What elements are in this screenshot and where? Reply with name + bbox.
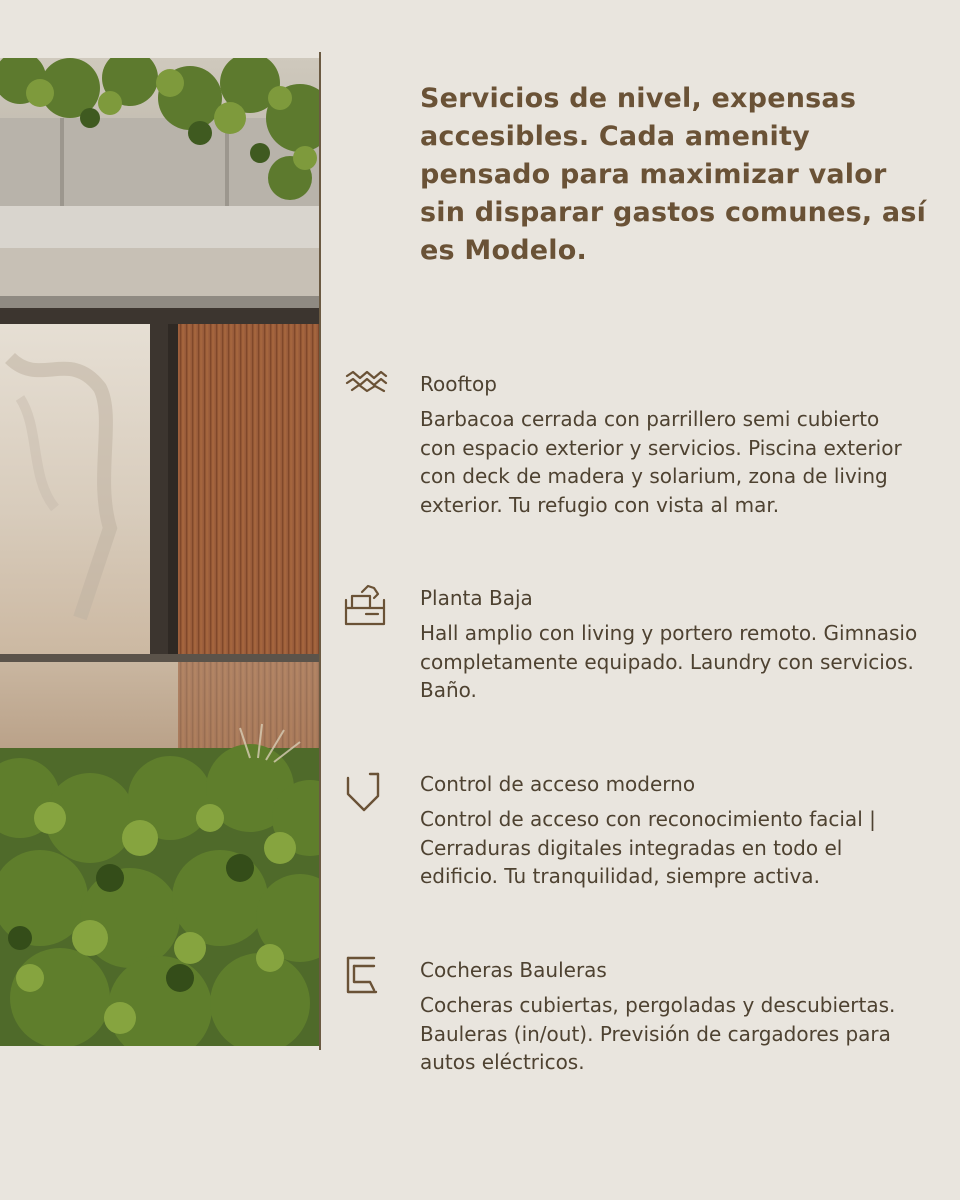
feature-title: Planta Baja (420, 586, 533, 610)
photo-divider (319, 52, 321, 1050)
feature-description: Barbacoa cerrada con parrillero semi cubierto con espacio exterior y servicios. Piscina exterior con deck de madera y solarium, zona de living exterior. Tu refugio con vista al mar. (420, 407, 902, 517)
waves-icon (340, 370, 390, 414)
shield-icon (340, 770, 390, 814)
feature-description: Control de acceso con reconocimiento facial | Cerraduras digitales integradas en todo el edificio. Tu tranquilidad, siempre activa. (420, 807, 876, 888)
feature-title: Control de acceso moderno (420, 772, 696, 796)
feature-description: Hall amplio con living y portero remoto. Gimnasio completamente equipado. Laundry con servicios. Baño. (420, 621, 918, 702)
storage-icon (340, 956, 390, 1000)
building-photo (0, 58, 320, 1046)
feature-title: Rooftop (420, 372, 497, 396)
feature-description: Cocheras cubiertas, pergoladas y descubiertas. Bauleras (in/out). Previsión de cargadores para autos eléctricos. (420, 993, 896, 1074)
feature-title: Cocheras Bauleras (420, 958, 607, 982)
headline: Servicios de nivel, expensas accesibles. Cada amenity pensado para maximizar valor sin disparar gastos comunes, así es Modelo. (420, 83, 927, 266)
lounge-icon (340, 584, 390, 628)
